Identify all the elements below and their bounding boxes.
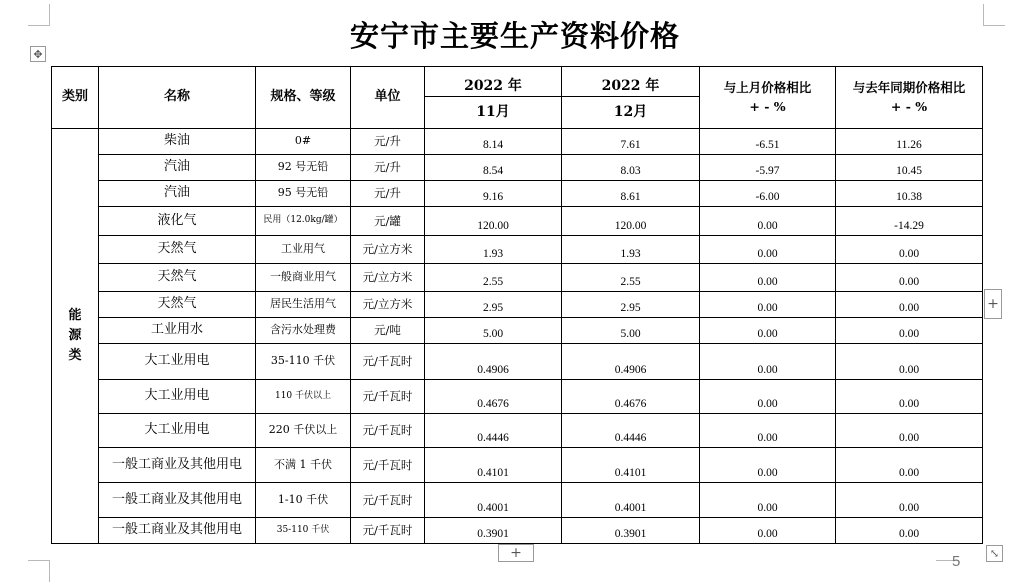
table-row xyxy=(52,155,983,181)
change-year-on-year: 0.00 xyxy=(836,344,983,380)
category-label-char: 能 xyxy=(68,307,82,323)
header-yoy-label: 与去年同期价格相比 xyxy=(852,80,966,96)
table-row xyxy=(52,518,983,544)
item-spec: 一般商业用气 xyxy=(256,264,351,292)
change-month-on-month: 0.00 xyxy=(700,448,836,483)
header-unit: 单位 xyxy=(351,67,425,129)
table-row xyxy=(52,344,983,380)
item-name: 一般工商业及其他用电 xyxy=(99,448,256,483)
change-year-on-year: 0.00 xyxy=(836,292,983,318)
price-nov: 0.4676 xyxy=(425,380,562,414)
price-nov: 0.4906 xyxy=(425,344,562,380)
plus-icon: + xyxy=(987,296,999,312)
change-month-on-month: 0.00 xyxy=(700,483,836,518)
price-dec: 1.93 xyxy=(562,236,700,264)
crop-mark xyxy=(28,560,50,561)
change-year-on-year: 0.00 xyxy=(836,318,983,344)
price-nov: 1.93 xyxy=(425,236,562,264)
price-dec: 8.03 xyxy=(562,155,700,181)
change-year-on-year: 0.00 xyxy=(836,483,983,518)
item-unit: 元/千瓦时 xyxy=(351,380,425,414)
category-label-char: 源 xyxy=(68,327,82,343)
change-month-on-month: -6.51 xyxy=(700,129,836,155)
price-dec: 0.4101 xyxy=(562,448,700,483)
price-dec: 7.61 xyxy=(562,129,700,155)
item-spec: 民用（12.0kg/罐） xyxy=(256,207,351,236)
price-nov: 0.3901 xyxy=(425,518,562,544)
price-nov: 2.55 xyxy=(425,264,562,292)
change-year-on-year: 10.45 xyxy=(836,155,983,181)
change-year-on-year: 0.00 xyxy=(836,236,983,264)
item-unit: 元/升 xyxy=(351,155,425,181)
price-nov: 0.4101 xyxy=(425,448,562,483)
item-name: 柴油 xyxy=(99,129,256,155)
change-year-on-year: 11.26 xyxy=(836,129,983,155)
item-unit: 元/罐 xyxy=(351,207,425,236)
item-spec: 92 号无铅 xyxy=(256,155,351,181)
item-unit: 元/千瓦时 xyxy=(351,518,425,544)
change-month-on-month: -6.00 xyxy=(700,181,836,207)
price-dec: 0.3901 xyxy=(562,518,700,544)
item-name: 天然气 xyxy=(99,292,256,318)
item-unit: 元/立方米 xyxy=(351,264,425,292)
change-year-on-year: 0.00 xyxy=(836,264,983,292)
add-row-button[interactable] xyxy=(498,544,534,562)
header-year-nov: 2022 年 xyxy=(425,67,562,97)
item-unit: 元/立方米 xyxy=(351,236,425,264)
category-label-char: 类 xyxy=(68,348,82,364)
change-month-on-month: 0.00 xyxy=(700,207,836,236)
price-nov: 9.16 xyxy=(425,181,562,207)
price-nov: 0.4446 xyxy=(425,414,562,448)
crop-mark xyxy=(49,560,50,582)
table-row xyxy=(52,181,983,207)
item-spec: 35-110 千伏 xyxy=(256,518,351,544)
item-unit: 元/升 xyxy=(351,181,425,207)
table-row xyxy=(52,380,983,414)
change-year-on-year: 0.00 xyxy=(836,414,983,448)
change-year-on-year: 0.00 xyxy=(836,518,983,544)
item-spec: 居民生活用气 xyxy=(256,292,351,318)
resize-icon: ⤡ xyxy=(989,547,1000,560)
item-spec: 95 号无铅 xyxy=(256,181,351,207)
price-nov: 120.00 xyxy=(425,207,562,236)
header-month-dec: 12月 xyxy=(562,97,700,129)
table-row xyxy=(52,318,983,344)
price-dec: 0.4676 xyxy=(562,380,700,414)
item-name: 工业用水 xyxy=(99,318,256,344)
item-unit: 元/升 xyxy=(351,129,425,155)
item-spec: 工业用气 xyxy=(256,236,351,264)
item-spec: 1-10 千伏 xyxy=(256,483,351,518)
price-dec: 2.95 xyxy=(562,292,700,318)
change-year-on-year: 0.00 xyxy=(836,448,983,483)
change-month-on-month: 0.00 xyxy=(700,380,836,414)
change-month-on-month: 0.00 xyxy=(700,414,836,448)
item-unit: 元/吨 xyxy=(351,318,425,344)
price-nov: 8.54 xyxy=(425,155,562,181)
item-name: 大工业用电 xyxy=(99,414,256,448)
table-row xyxy=(52,483,983,518)
category-cell xyxy=(52,129,99,544)
price-dec: 0.4001 xyxy=(562,483,700,518)
item-name: 大工业用电 xyxy=(99,380,256,414)
item-name: 一般工商业及其他用电 xyxy=(99,483,256,518)
price-nov: 8.14 xyxy=(425,129,562,155)
table-row xyxy=(52,129,983,155)
item-unit: 元/千瓦时 xyxy=(351,483,425,518)
table-resize-handle[interactable] xyxy=(986,545,1003,562)
change-month-on-month: 0.00 xyxy=(700,344,836,380)
item-name: 液化气 xyxy=(99,207,256,236)
item-unit: 元/千瓦时 xyxy=(351,448,425,483)
change-year-on-year: 10.38 xyxy=(836,181,983,207)
header-mom-label: 与上月价格相比 xyxy=(723,80,812,96)
change-month-on-month: 0.00 xyxy=(700,236,836,264)
item-name: 大工业用电 xyxy=(99,344,256,380)
table-row xyxy=(52,207,983,236)
table-row xyxy=(52,264,983,292)
item-name: 天然气 xyxy=(99,264,256,292)
header-mom-unit: + - % xyxy=(749,99,786,114)
change-month-on-month: 0.00 xyxy=(700,264,836,292)
item-name: 一般工商业及其他用电 xyxy=(99,518,256,544)
change-month-on-month: -5.97 xyxy=(700,155,836,181)
price-dec: 0.4906 xyxy=(562,344,700,380)
item-spec: 0# xyxy=(256,129,351,155)
price-nov: 5.00 xyxy=(425,318,562,344)
change-year-on-year: -14.29 xyxy=(836,207,983,236)
plus-icon: + xyxy=(510,545,522,561)
item-unit: 元/千瓦时 xyxy=(351,414,425,448)
header-category: 类别 xyxy=(52,67,99,129)
price-dec: 8.61 xyxy=(562,181,700,207)
header-year-on-year xyxy=(836,67,983,129)
item-spec: 220 千伏以上 xyxy=(256,414,351,448)
header-month-nov: 11月 xyxy=(425,97,562,129)
item-name: 汽油 xyxy=(99,181,256,207)
table-row xyxy=(52,292,983,318)
header-row xyxy=(52,67,983,97)
header-name: 名称 xyxy=(99,67,256,129)
change-month-on-month: 0.00 xyxy=(700,318,836,344)
change-month-on-month: 0.00 xyxy=(700,292,836,318)
price-nov: 0.4001 xyxy=(425,483,562,518)
table-row xyxy=(52,414,983,448)
item-unit: 元/千瓦时 xyxy=(351,344,425,380)
price-nov: 2.95 xyxy=(425,292,562,318)
price-dec: 120.00 xyxy=(562,207,700,236)
item-name: 天然气 xyxy=(99,236,256,264)
change-month-on-month: 0.00 xyxy=(700,518,836,544)
item-spec: 含污水处理费 xyxy=(256,318,351,344)
item-name: 汽油 xyxy=(99,155,256,181)
header-yoy-unit: + - % xyxy=(890,99,928,114)
price-dec: 0.4446 xyxy=(562,414,700,448)
item-spec: 110 千伏以上 xyxy=(256,380,351,414)
header-month-on-month xyxy=(700,67,836,129)
table-row xyxy=(52,448,983,483)
move-icon: ✥ xyxy=(33,47,43,61)
item-spec: 35-110 千伏 xyxy=(256,344,351,380)
price-table xyxy=(51,66,983,544)
price-dec: 2.55 xyxy=(562,264,700,292)
add-column-button[interactable] xyxy=(984,289,1002,319)
price-dec: 5.00 xyxy=(562,318,700,344)
table-row xyxy=(52,236,983,264)
item-spec: 不满 1 千伏 xyxy=(256,448,351,483)
document-title: 安宁市主要生产资料价格 xyxy=(349,19,680,53)
header-year-dec: 2022 年 xyxy=(562,67,700,97)
header-spec: 规格、等级 xyxy=(256,67,351,129)
table-move-handle[interactable] xyxy=(30,46,46,62)
page-number: 5 xyxy=(952,553,961,570)
change-year-on-year: 0.00 xyxy=(836,380,983,414)
item-unit: 元/立方米 xyxy=(351,292,425,318)
